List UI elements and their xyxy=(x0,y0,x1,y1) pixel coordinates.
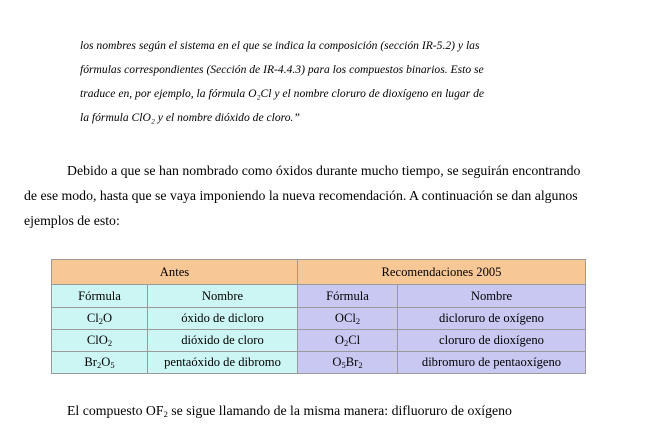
old-name-cell: pentaóxido de dibromo xyxy=(148,352,298,374)
quote-line: traduce en, por ejemplo, la fórmula O₂Cl y el nombre cloruro de dioxígeno en lugar de xyxy=(80,87,485,100)
old-name-cell: óxido de dicloro xyxy=(148,308,298,330)
paragraph-line: ejemplos de esto: xyxy=(24,213,120,228)
quote-line: los nombres según el sistema en el que se indica la composición (sección IR-5.2) y las xyxy=(80,39,480,52)
quoted-text xyxy=(80,34,562,130)
new-name-cell: dicloruro de oxígeno xyxy=(398,308,586,330)
table-row xyxy=(52,352,586,374)
quote-line: la fórmula ClO₂ y el nombre dióxido de cloro.” xyxy=(80,111,300,124)
group-header-antes: Antes xyxy=(52,260,298,285)
old-formula-cell: $Cl_2O$ xyxy=(52,308,148,330)
column-header-name-old: Nombre xyxy=(148,285,298,308)
new-name-cell: cloruro de dioxígeno xyxy=(398,330,586,352)
table-row xyxy=(52,330,586,352)
group-header-recomendaciones: Recomendaciones 2005 xyxy=(298,260,586,285)
old-formula-cell: ClO$_2$ xyxy=(52,330,148,352)
new-formula-cell: $O_5Br_2$ xyxy=(298,352,398,374)
old-formula-cell: $Br_2O_5$ xyxy=(52,352,148,374)
oxide-names-table xyxy=(51,259,586,374)
closing-sentence: El compuesto $OF_2$ se sigue llamando de la misma manera: difluoruro de oxígeno xyxy=(67,403,512,419)
table-row xyxy=(52,308,586,330)
new-formula-cell: OCl$_2$ xyxy=(298,308,398,330)
column-header-formula-new: Fórmula xyxy=(298,285,398,308)
old-name-cell: dióxido de cloro xyxy=(148,330,298,352)
column-header-formula-old: Fórmula xyxy=(52,285,148,308)
new-formula-cell: $O_2Cl$ xyxy=(298,330,398,352)
paragraph-line: de ese modo, hasta que se vaya imponiendo la nueva recomendación. A continuación se dan algunos xyxy=(24,188,578,203)
column-header-name-new: Nombre xyxy=(398,285,586,308)
new-name-cell: dibromuro de pentaoxígeno xyxy=(398,352,586,374)
paragraph-line: Debido a que se han nombrado como óxidos durante mucho tiempo, se seguirán encontrando xyxy=(67,163,581,178)
quote-line: fórmulas correspondientes (Sección de IR-4.4.3) para los compuestos binarios. Esto se xyxy=(80,63,484,76)
body-paragraph xyxy=(24,158,644,233)
